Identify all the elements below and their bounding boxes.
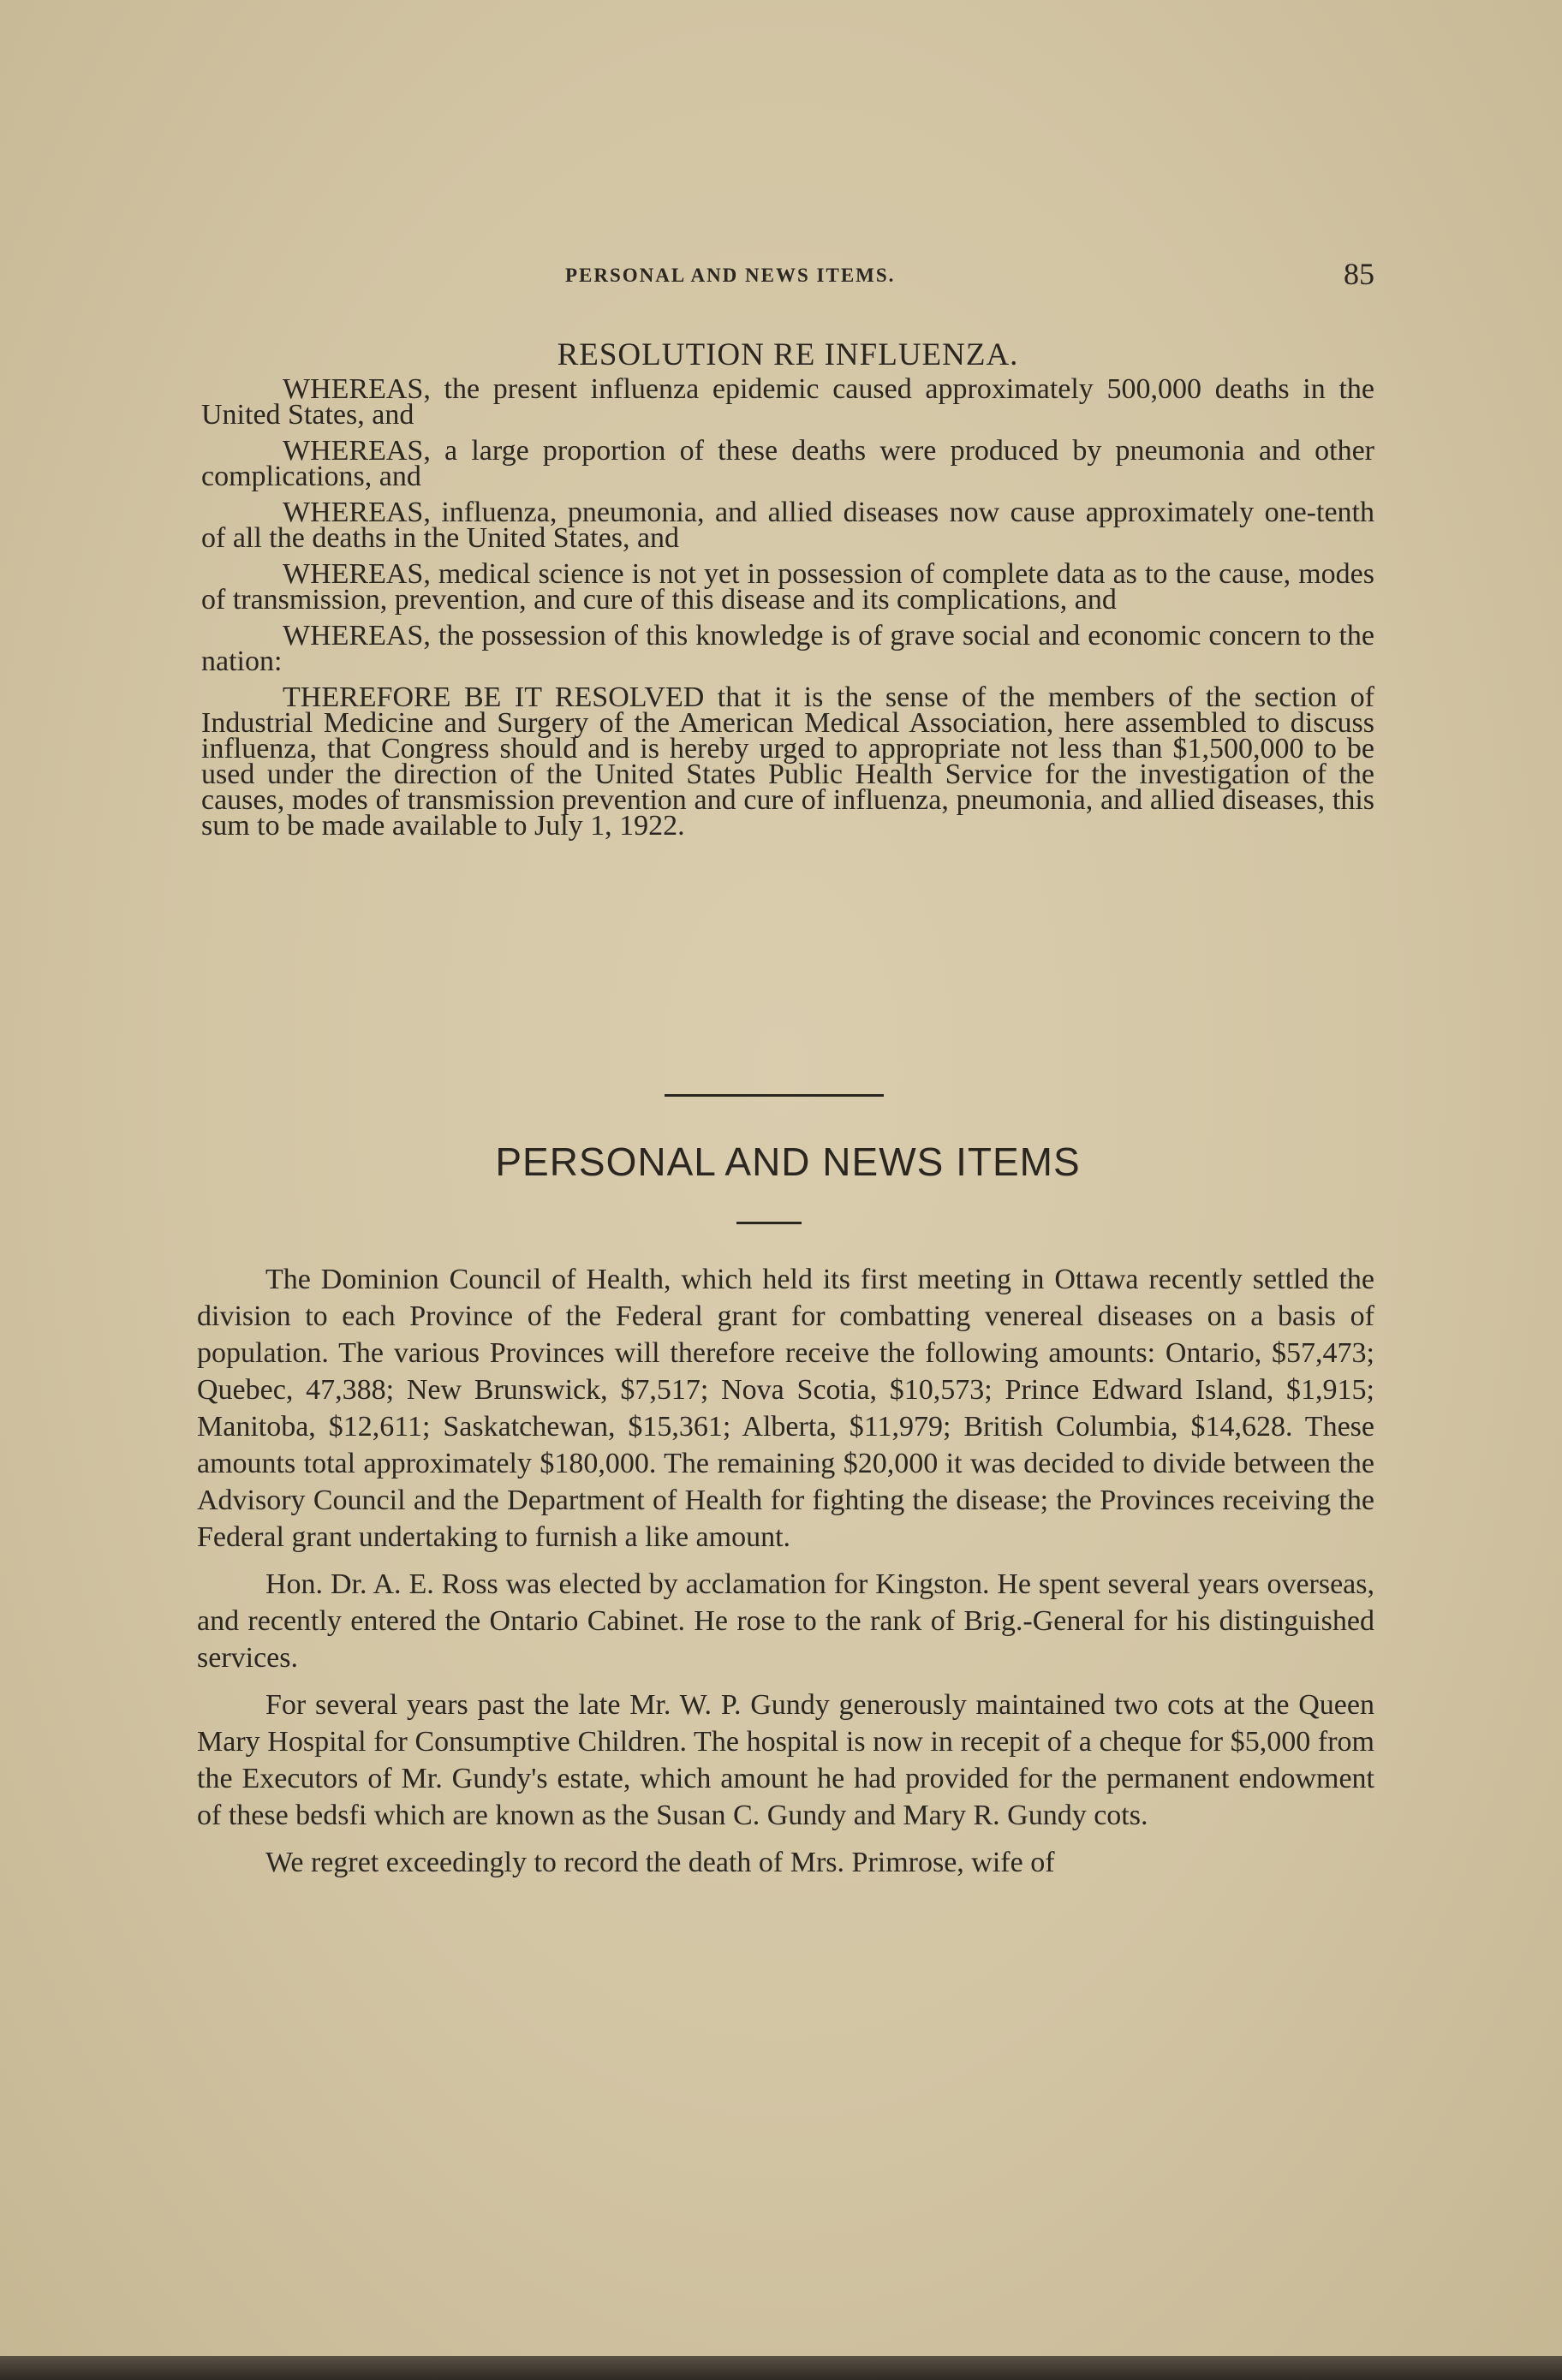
resolution-paragraph: WHEREAS, the possession of this knowledge is of grave social and economic concern to the nation: xyxy=(201,620,1374,677)
title-underline-rule xyxy=(736,1222,802,1224)
resolution-paragraph: WHEREAS, medical science is not yet in possession of complete data as to the cause, modes of transmission, prevention, and cure of this disease and its complications, and xyxy=(201,558,1374,616)
news-paragraph: The Dominion Council of Health, which held its first meeting in Ottawa recently settled the division to each Province of the Federal grant for combatting venereal diseases on a basis of population. The various Provinces will therefore receive the following amounts: Ontario, $57,473; Quebec, 47,388; New Brunswick, $7,517; Nova Scotia, $10,573; Prince Edward Island, $1,915; Manitoba, $12,611; Saskatchewan, $15,361; Alberta, $11,979; British Columbia, $14,628. These amounts total approximately $180,000. The remaining $20,000 it was decided to divide between the Advisory Council and the Department of Health for fighting the disease; the Provinces receiving the Federal grant undertaking to furnish a like amount. xyxy=(197,1264,1374,1553)
news-section-title: PERSONAL AND NEWS ITEMS xyxy=(495,1139,1081,1184)
resolution-body xyxy=(201,373,1374,849)
resolution-paragraph: WHEREAS, a large proportion of these deaths were produced by pneumonia and other complications, and xyxy=(201,435,1374,492)
resolution-paragraph: WHEREAS, the present influenza epidemic caused approximately 500,000 deaths in the United States, and xyxy=(201,373,1374,431)
news-paragraph: Hon. Dr. A. E. Ross was elected by acclamation for Kingston. He spent several years overseas, and recently entered the Ontario Cabinet. He rose to the rank of Brig.-General for his distinguished services. xyxy=(197,1568,1374,1674)
resolution-paragraph: WHEREAS, influenza, pneumonia, and allied diseases now cause approximately one-tenth of all the deaths in the United States, and xyxy=(201,497,1374,554)
news-paragraph: For several years past the late Mr. W. P. Gundy generously maintained two cots at the Queen Mary Hospital for Consumptive Children. The hospital is now in recepit of a cheque for $5,000 from the Executors of Mr. Gundy's estate, which amount he had provided for the permanent endowment of these bedsfi which are known as the Susan C. Gundy and Mary R. Gundy cots. xyxy=(197,1689,1374,1831)
running-head xyxy=(201,257,1374,312)
running-title: PERSONAL AND NEWS ITEMS. xyxy=(565,265,896,286)
news-paragraph: We regret exceedingly to record the death of Mrs. Primrose, wife of xyxy=(265,1847,1055,1878)
news-body xyxy=(197,1261,1374,1891)
page-bottom-edge xyxy=(0,2356,1562,2380)
page-number: 85 xyxy=(1344,257,1374,291)
resolution-paragraph: THEREFORE BE IT RESOLVED that it is the sense of the members of the section of Industrial Medicine and Surgery of the American Medical Association, here assembled to discuss influenza, that Congress should and is hereby urged to appropriate not less than $1,500,000 to be used under the direction of the United States Public Health Service for the investigation of the causes, modes of transmission prevention and cure of influenza, pneumonia, and allied diseases, this sum to be made available to July 1, 1922. xyxy=(201,681,1374,842)
section-divider-rule xyxy=(665,1094,884,1097)
resolution-title: RESOLUTION RE INFLUENZA. xyxy=(557,337,1019,372)
